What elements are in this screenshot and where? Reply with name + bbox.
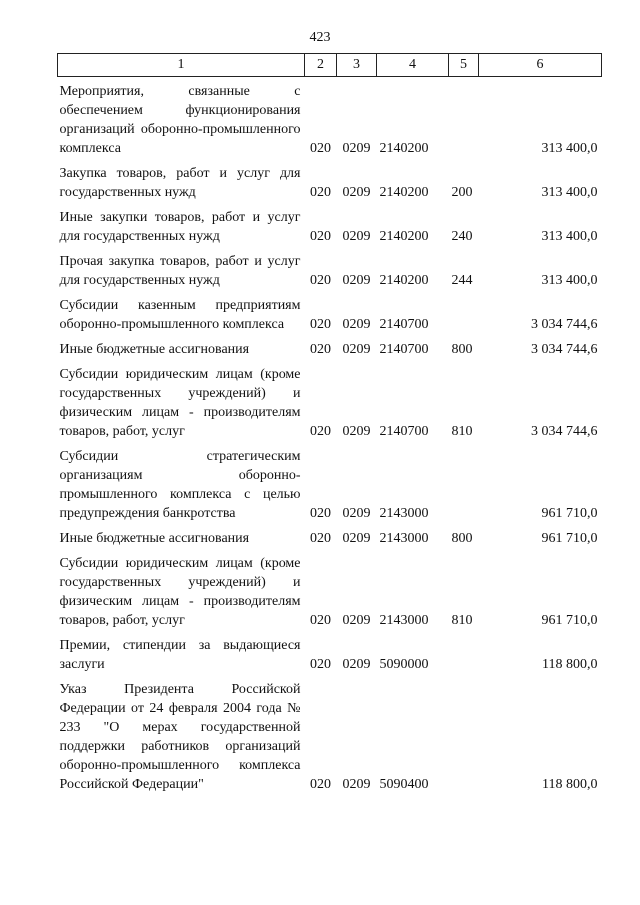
table-row bbox=[58, 447, 602, 529]
row-amount: 961 710,0 bbox=[541, 506, 598, 521]
table-row bbox=[58, 164, 602, 208]
row-col-4: 2140700 bbox=[379, 342, 429, 357]
row-amount: 118 800,0 bbox=[542, 777, 598, 792]
header-col-6: 6 bbox=[479, 54, 602, 77]
row-col-5 bbox=[449, 636, 479, 680]
row-amount: 961 710,0 bbox=[541, 531, 598, 546]
row-col-3: 0209 bbox=[342, 506, 371, 521]
row-col-4: 2140200 bbox=[379, 185, 429, 200]
row-col-5: 810 bbox=[451, 424, 473, 439]
row-col-5: 810 bbox=[451, 613, 473, 628]
row-col-5: 200 bbox=[451, 185, 473, 200]
row-col-4: 2140200 bbox=[379, 229, 429, 244]
table-row bbox=[58, 365, 602, 447]
row-col-2: 020 bbox=[310, 424, 331, 439]
row-col-2: 020 bbox=[310, 531, 331, 546]
row-col-3: 0209 bbox=[342, 777, 371, 792]
row-col-4: 5090000 bbox=[379, 657, 429, 672]
row-col-5: 240 bbox=[451, 229, 473, 244]
header-col-2: 2 bbox=[305, 54, 337, 77]
row-col-3: 0209 bbox=[342, 141, 371, 156]
row-col-4: 5090400 bbox=[379, 777, 429, 792]
row-description: Субсидии юридическим лицам (кроме государственных учреждений) и физическим лицам - производителям товаров, работ, услуг bbox=[59, 556, 301, 628]
row-col-2: 020 bbox=[310, 317, 331, 332]
row-col-3: 0209 bbox=[342, 342, 371, 357]
row-col-2: 020 bbox=[310, 657, 331, 672]
row-description: Иные бюджетные ассигнования bbox=[59, 342, 250, 357]
row-col-3: 0209 bbox=[342, 185, 371, 200]
row-col-2: 020 bbox=[310, 342, 331, 357]
row-amount: 3 034 744,6 bbox=[531, 342, 598, 357]
row-col-3: 0209 bbox=[342, 657, 371, 672]
row-col-2: 020 bbox=[310, 777, 331, 792]
row-col-2: 020 bbox=[310, 273, 331, 288]
row-col-3: 0209 bbox=[342, 273, 371, 288]
row-col-2: 020 bbox=[310, 141, 331, 156]
row-col-3: 0209 bbox=[342, 317, 371, 332]
row-col-4: 2143000 bbox=[379, 613, 429, 628]
row-description: Указ Президента Российской Федерации от 24 февраля 2004 года № 233 "О мерах государственной поддержки работников организаций оборонно-промышленного комплекса Российской Федерации" bbox=[59, 682, 301, 792]
table-row bbox=[58, 208, 602, 252]
row-col-3: 0209 bbox=[342, 229, 371, 244]
row-col-4: 2140200 bbox=[379, 141, 429, 156]
row-amount: 3 034 744,6 bbox=[531, 317, 598, 332]
row-col-5: 244 bbox=[451, 273, 473, 288]
row-col-2: 020 bbox=[310, 229, 331, 244]
header-col-5: 5 bbox=[449, 54, 479, 77]
row-description: Субсидии казенным предприятиям оборонно-промышленного комплекса bbox=[59, 298, 301, 332]
row-col-5 bbox=[449, 447, 479, 529]
row-col-3: 0209 bbox=[342, 613, 371, 628]
page-number: 423 bbox=[309, 30, 331, 45]
row-col-4: 2143000 bbox=[379, 531, 429, 546]
row-col-5 bbox=[449, 77, 479, 165]
table-row bbox=[58, 252, 602, 296]
row-col-2: 020 bbox=[310, 506, 331, 521]
table-row bbox=[58, 680, 602, 800]
row-amount: 313 400,0 bbox=[541, 185, 598, 200]
row-col-5: 800 bbox=[451, 531, 473, 546]
row-col-4: 2140700 bbox=[379, 424, 429, 439]
table-row bbox=[58, 529, 602, 554]
row-description: Закупка товаров, работ и услуг для государственных нужд bbox=[59, 166, 301, 200]
row-amount: 313 400,0 bbox=[541, 229, 598, 244]
row-col-3: 0209 bbox=[342, 531, 371, 546]
row-description: Субсидии стратегическим организациям оборонно-промышленного комплекса с целью предупреждения банкротства bbox=[59, 449, 301, 521]
row-col-5 bbox=[449, 296, 479, 340]
table-header bbox=[58, 54, 602, 77]
row-description: Иные закупки товаров, работ и услуг для государственных нужд bbox=[59, 210, 301, 244]
row-description: Иные бюджетные ассигнования bbox=[59, 531, 250, 546]
table-row bbox=[58, 77, 602, 165]
budget-table bbox=[57, 53, 602, 800]
table-row bbox=[58, 340, 602, 365]
table-body bbox=[58, 77, 602, 801]
row-col-4: 2143000 bbox=[379, 506, 429, 521]
table-row bbox=[58, 636, 602, 680]
row-col-4: 2140700 bbox=[379, 317, 429, 332]
row-col-4: 2140200 bbox=[379, 273, 429, 288]
row-col-2: 020 bbox=[310, 185, 331, 200]
row-description: Премии, стипендии за выдающиеся заслуги bbox=[59, 638, 301, 672]
row-col-5 bbox=[449, 680, 479, 800]
row-description: Прочая закупка товаров, работ и услуг для государственных нужд bbox=[59, 254, 301, 288]
row-amount: 961 710,0 bbox=[541, 613, 598, 628]
row-amount: 313 400,0 bbox=[541, 141, 598, 156]
row-col-3: 0209 bbox=[342, 424, 371, 439]
header-col-4: 4 bbox=[377, 54, 449, 77]
header-col-1: 1 bbox=[58, 54, 305, 77]
table-row bbox=[58, 554, 602, 636]
row-col-2: 020 bbox=[310, 613, 331, 628]
row-amount: 118 800,0 bbox=[542, 657, 598, 672]
row-description: Мероприятия, связанные с обеспечением функционирования организаций оборонно-промышленного комплекса bbox=[59, 84, 301, 156]
header-col-3: 3 bbox=[337, 54, 377, 77]
row-amount: 313 400,0 bbox=[541, 273, 598, 288]
table-row bbox=[58, 296, 602, 340]
row-col-5: 800 bbox=[451, 342, 473, 357]
row-amount: 3 034 744,6 bbox=[531, 424, 598, 439]
row-description: Субсидии юридическим лицам (кроме государственных учреждений) и физическим лицам - производителям товаров, работ, услуг bbox=[59, 367, 301, 439]
